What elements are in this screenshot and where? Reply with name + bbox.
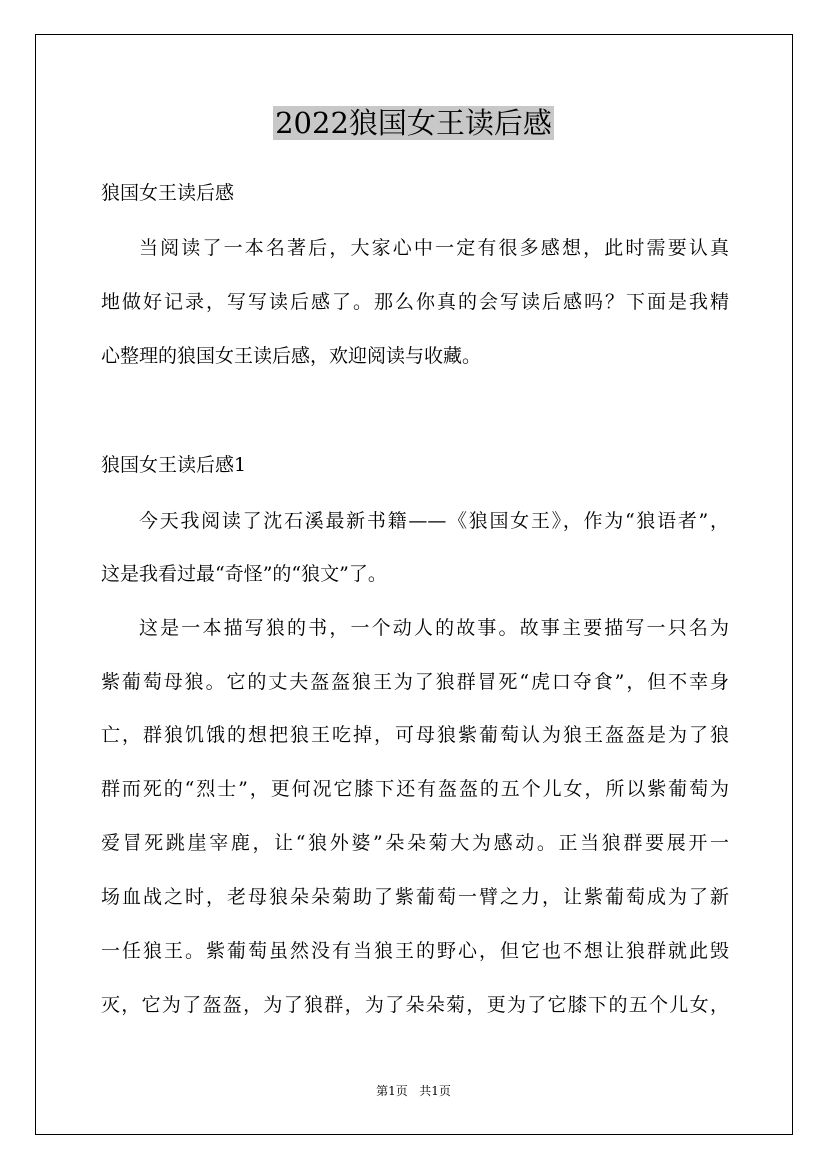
document-title-text: 2022狼国女王读后感 — [275, 106, 552, 140]
paragraph1-line: 这是我看过最“奇怪”的“狼文”了。 — [101, 563, 387, 585]
paragraph1-line: 今天我阅读了沈石溪最新书籍——《狼国女王》，作为“狼语者”， — [139, 510, 729, 532]
paragraph2-line: 一任狼王。紫葡萄虽然没有当狼王的野心，但它也不想让狼群就此毁 — [101, 940, 729, 962]
paragraph2-line: 亡，群狼饥饿的想把狼王吃掉，可母狼紫葡萄认为狼王盔盔是为了狼 — [101, 724, 729, 746]
intro-line: 当阅读了一本名著后，大家心中一定有很多感想，此时需要认真 — [139, 237, 729, 259]
intro-line: 地做好记录，写写读后感了。那么你真的会写读后感吗？下面是我精 — [101, 291, 729, 313]
paragraph2-line: 爱冒死跳崖宰鹿，让“狼外婆”朵朵菊大为感动。正当狼群要展开一 — [101, 832, 729, 854]
section-heading: 狼国女王读后感1 — [101, 454, 247, 476]
paragraph2-line: 群而死的“烈士”，更何况它膝下还有盔盔的五个儿女，所以紫葡萄为 — [101, 778, 729, 800]
document-subtitle: 狼国女王读后感 — [101, 182, 235, 204]
paragraph2-line: 场血战之时，老母狼朵朵菊助了紫葡萄一臂之力，让紫葡萄成为了新 — [101, 886, 729, 908]
paragraph2-line: 这是一本描写狼的书，一个动人的故事。故事主要描写一只名为 — [139, 617, 729, 639]
paragraph2-line: 紫葡萄母狼。它的丈夫盔盔狼王为了狼群冒死“虎口夺食”，但不幸身 — [101, 671, 729, 693]
page-footer: 第1页 共1页 — [376, 1084, 451, 1098]
document-title — [0, 103, 827, 143]
intro-line: 心整理的狼国女王读后感，欢迎阅读与收藏。 — [101, 345, 482, 367]
paragraph2-line: 灭，它为了盔盔，为了狼群，为了朵朵菊，更为了它膝下的五个儿女， — [101, 994, 729, 1016]
